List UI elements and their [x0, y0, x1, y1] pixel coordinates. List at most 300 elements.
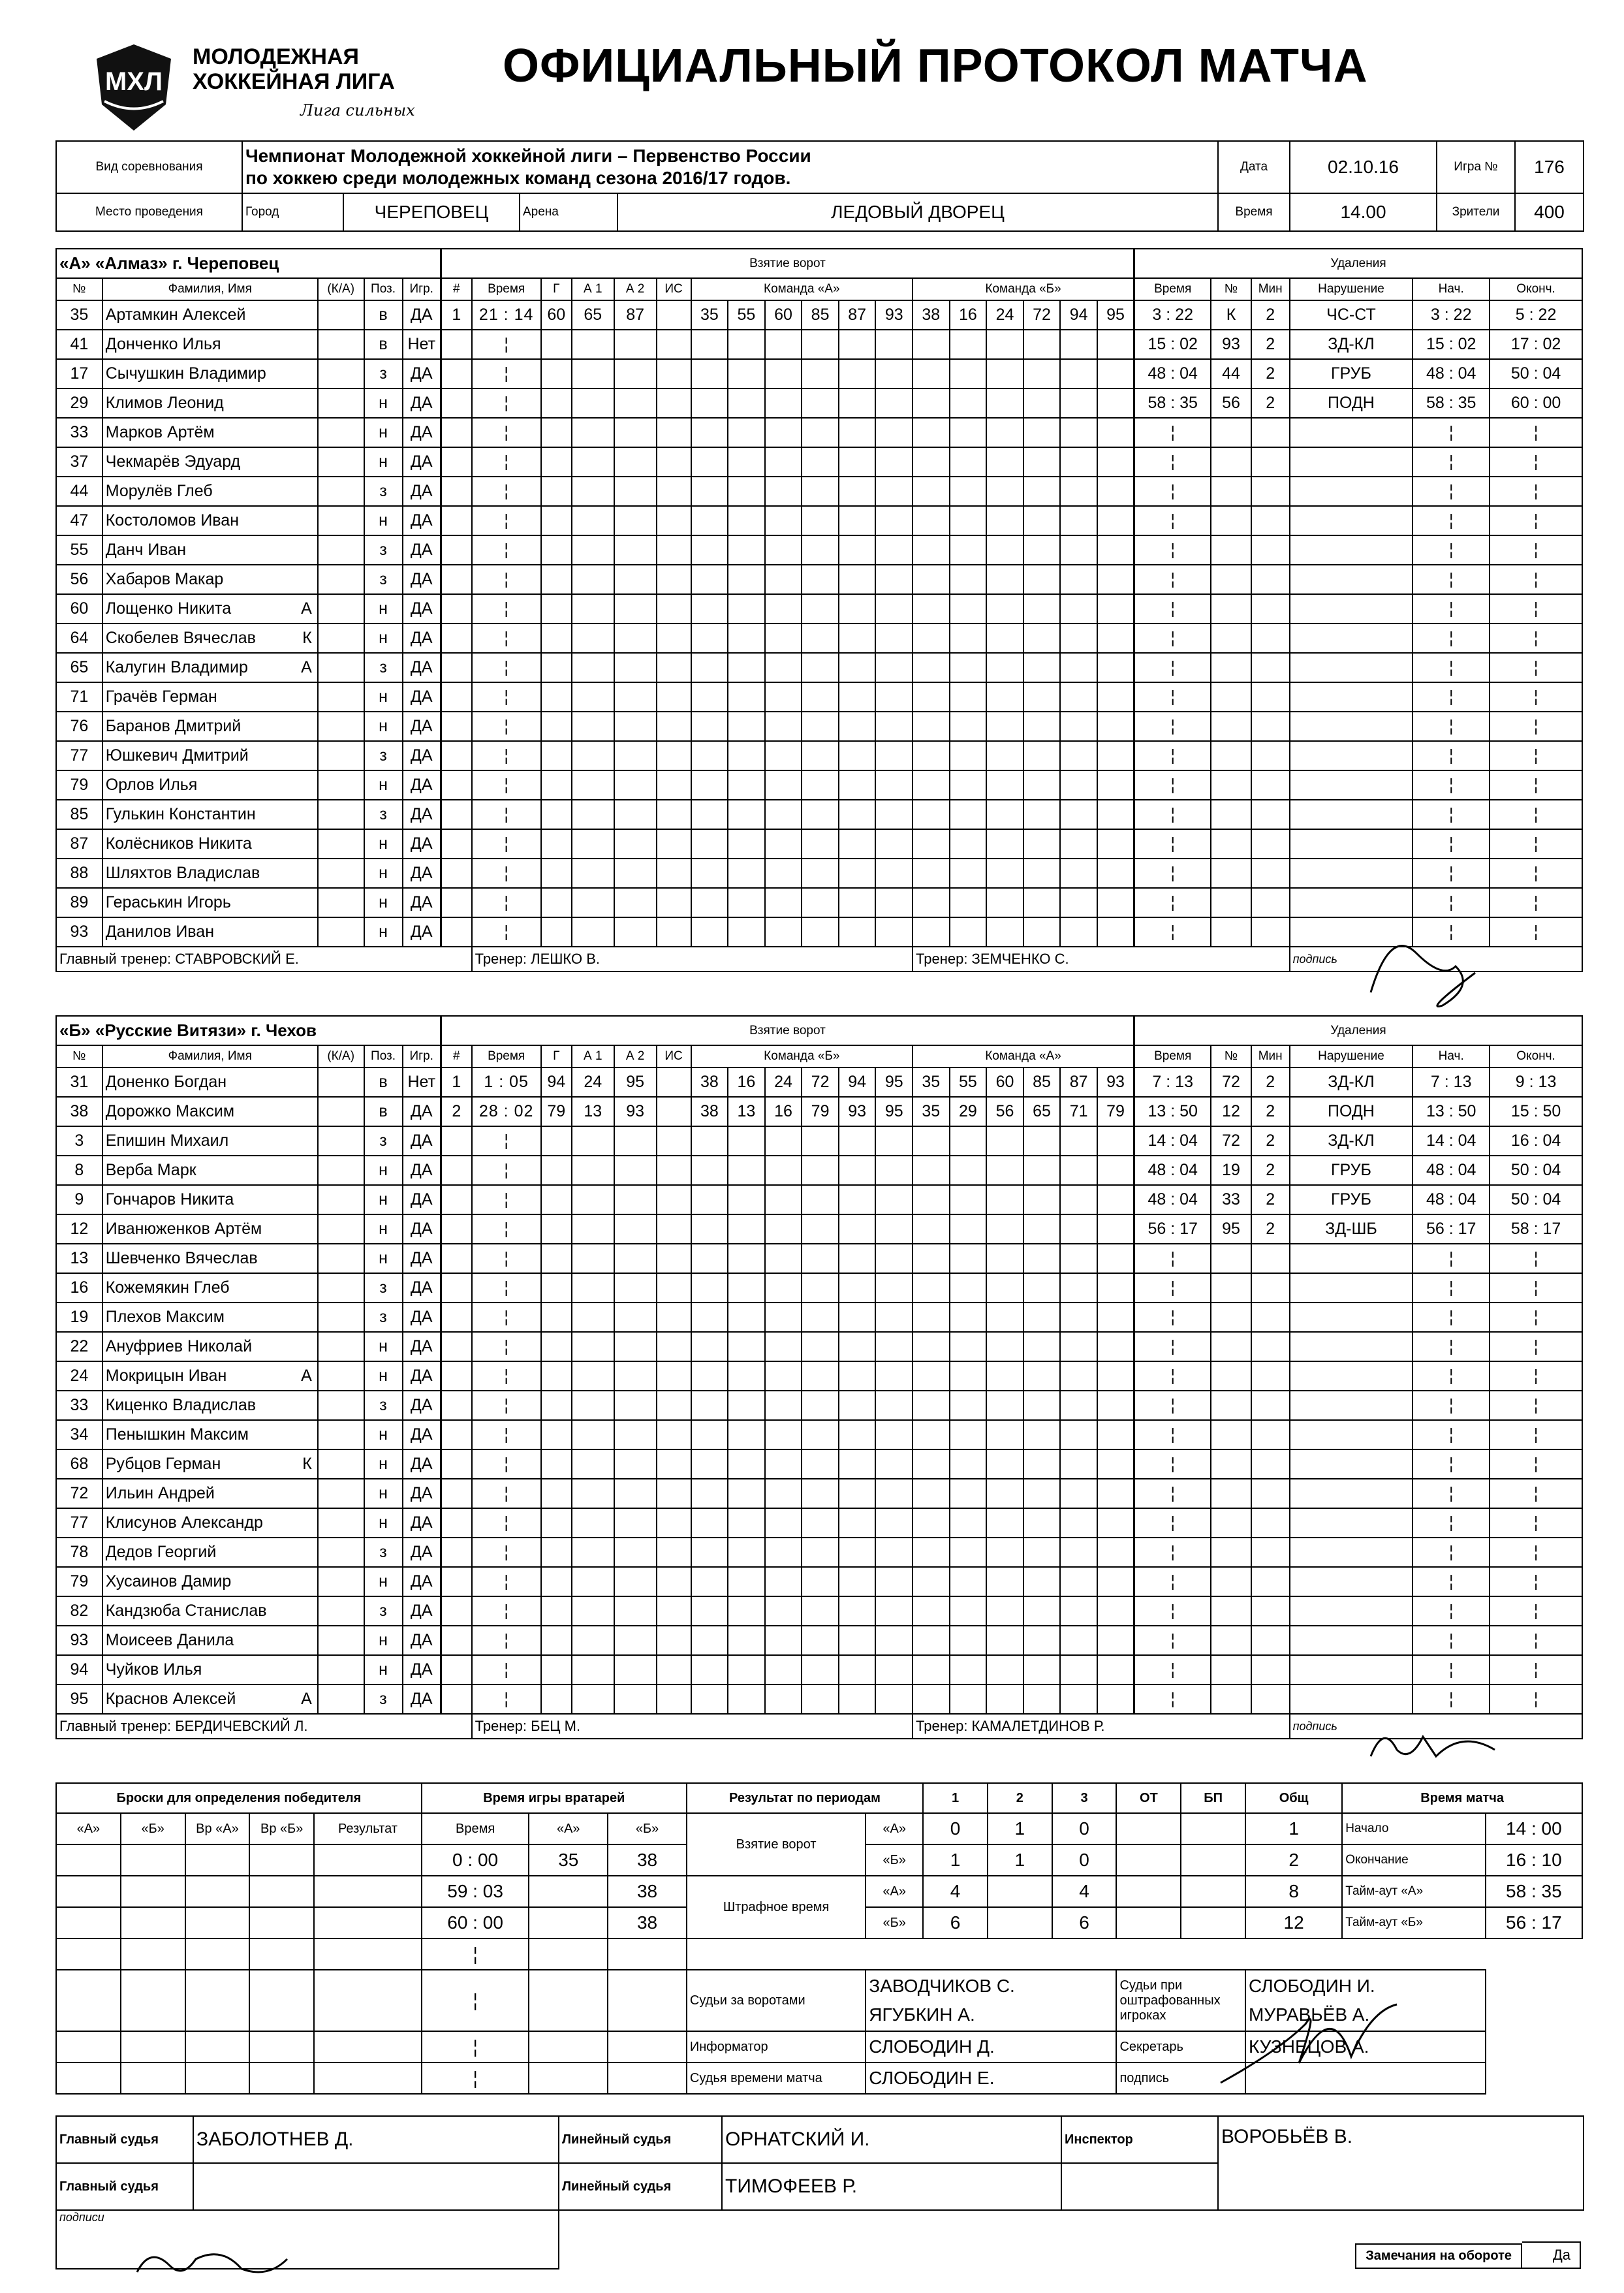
player-ka-blank	[318, 1626, 364, 1655]
goals-a-period-1: 1	[988, 1813, 1052, 1844]
player-played: ДА	[403, 1567, 441, 1596]
goal-blank	[950, 1244, 987, 1273]
goal-blank	[572, 1655, 614, 1684]
penalty-blank	[1290, 1567, 1413, 1596]
goalie-a	[529, 2063, 608, 2094]
col-goal-number: #	[441, 278, 471, 300]
goal-blank	[691, 418, 728, 447]
penalty-end-min: 60	[1510, 394, 1529, 412]
player-row	[56, 535, 1582, 565]
goal-blank	[913, 1538, 950, 1567]
goal-blank	[802, 1655, 839, 1684]
penalty-time: ¦	[1134, 1391, 1211, 1420]
penalty-time: ¦	[1134, 594, 1211, 624]
goal-blank	[572, 535, 614, 565]
player-number: 17	[56, 359, 102, 388]
goal-blank	[1060, 800, 1097, 829]
goal-blank	[950, 1684, 987, 1714]
penalty-start: 48 : 04	[1413, 1185, 1490, 1214]
periods-title: Результат по периодам	[687, 1783, 923, 1813]
goal-time: ¦	[472, 1567, 541, 1596]
goal-blank	[1060, 418, 1097, 447]
goal-number	[441, 682, 471, 712]
goal-blank	[541, 800, 572, 829]
goal-blank	[541, 1273, 572, 1303]
player-number: 94	[56, 1655, 102, 1684]
player-played: ДА	[403, 1097, 441, 1126]
goal-blank	[1023, 1391, 1061, 1420]
goal-blank	[802, 388, 839, 418]
goal-blank	[657, 1185, 691, 1214]
goal-blank	[765, 682, 802, 712]
match-time-value: 58 : 35	[1486, 1876, 1582, 1907]
goal-blank	[541, 682, 572, 712]
penalty-player: 33	[1211, 1185, 1251, 1214]
goal-blank	[875, 1596, 913, 1626]
penalty-start: ¦	[1413, 712, 1490, 741]
player-name: Гулькин Константин	[105, 805, 256, 823]
penalty-time: ¦	[1134, 800, 1211, 829]
mhl-logo-icon	[85, 39, 183, 137]
goal-blank	[950, 565, 987, 594]
player-position: з	[364, 1273, 403, 1303]
penalty-blank	[1251, 859, 1290, 888]
goal-blank	[839, 506, 876, 535]
goal-time: ¦	[472, 388, 541, 418]
penalty-blank	[1290, 1391, 1413, 1420]
goal-blank	[1060, 477, 1097, 506]
penalty-time-min: 3	[1152, 306, 1162, 324]
penalty-start-min: 58	[1426, 394, 1444, 412]
goal-blank	[913, 1655, 950, 1684]
player-row	[56, 770, 1582, 800]
col-situation: ИС	[657, 1045, 691, 1067]
goal-blank	[1060, 359, 1097, 388]
player-row	[56, 741, 1582, 770]
penalty-minutes: 2	[1251, 300, 1290, 330]
goal-blank	[691, 1538, 728, 1567]
col-pen-time: Время	[1134, 1045, 1211, 1067]
goal-blank	[614, 741, 657, 770]
player-name: Сычушкин Владимир	[105, 364, 266, 383]
goal-blank	[839, 1567, 876, 1596]
player-played: ДА	[403, 888, 441, 917]
goal-blank	[1023, 859, 1061, 888]
goal-blank	[541, 917, 572, 947]
goal-blank	[614, 829, 657, 859]
goal-blank	[614, 418, 657, 447]
player-name: Костоломов Иван	[105, 511, 239, 530]
player-position: з	[364, 565, 403, 594]
judge-label: Судья времени матча	[687, 2063, 866, 2094]
goal-blank	[765, 624, 802, 653]
player-row	[56, 1214, 1582, 1244]
player-name-cell	[102, 624, 318, 653]
penalty-blank	[1211, 1244, 1251, 1273]
goal-blank	[1060, 624, 1097, 653]
penalty-start-min: 48	[1426, 364, 1444, 383]
goal-blank	[1097, 888, 1134, 917]
match-time-m: 10	[1541, 1850, 1562, 1870]
penalty-blank	[1211, 1361, 1251, 1391]
goal-blank	[691, 1684, 728, 1714]
penalty-time: ¦	[1134, 1479, 1211, 1508]
col-position: Поз.	[364, 1045, 403, 1067]
col-played: Игр.	[403, 278, 441, 300]
goal-blank	[657, 829, 691, 859]
goal-blank	[572, 1185, 614, 1214]
linesman1-label: Линейный судья	[559, 2116, 722, 2163]
goal-time: ¦	[472, 477, 541, 506]
goal-blank	[875, 1420, 913, 1449]
goal-number: 1	[441, 300, 471, 330]
goal-blank	[950, 1420, 987, 1449]
penalty-start-min: 48	[1426, 1190, 1444, 1209]
player-ka-blank	[318, 1097, 364, 1126]
goalie-col-1: «А»	[529, 1813, 608, 1844]
shootout-col-3: Вр «Б»	[249, 1813, 314, 1844]
player-row	[56, 565, 1582, 594]
goal-blank	[1060, 1596, 1097, 1626]
player-row	[56, 477, 1582, 506]
penalty-end: ¦	[1490, 1332, 1582, 1361]
goal-blank	[1097, 653, 1134, 682]
goal-blank	[1023, 653, 1061, 682]
goal-blank	[572, 506, 614, 535]
goal-blank	[541, 1332, 572, 1361]
goal-blank	[691, 388, 728, 418]
goalie-b	[608, 2063, 687, 2094]
match-time-m: 17	[1541, 1912, 1562, 1933]
penalty-blank	[1251, 565, 1290, 594]
goal-blank	[839, 447, 876, 477]
period-value	[1181, 1907, 1245, 1938]
goal-blank	[986, 1567, 1023, 1596]
goal-blank	[986, 1596, 1023, 1626]
notes-label: Замечания на обороте	[1355, 2243, 1522, 2269]
player-ka-blank	[318, 359, 364, 388]
goal-blank	[1023, 1185, 1061, 1214]
goal-blank	[950, 1508, 987, 1538]
goal-number	[441, 1655, 471, 1684]
goal-blank	[765, 1391, 802, 1420]
penalty-blank	[1290, 594, 1413, 624]
goal-number	[441, 535, 471, 565]
player-played: ДА	[403, 1361, 441, 1391]
penalty-time: ¦	[1134, 565, 1211, 594]
player-row	[56, 682, 1582, 712]
goal-blank	[913, 917, 950, 947]
penalty-blank	[1290, 653, 1413, 682]
player-played: ДА	[403, 1626, 441, 1655]
goal-blank	[691, 1361, 728, 1391]
shootout-cell	[249, 1907, 314, 1938]
penalty-time-sec: 17	[1179, 1220, 1198, 1238]
goal-blank	[728, 1244, 765, 1273]
goal-blank	[913, 388, 950, 418]
goal-blank	[1097, 388, 1134, 418]
goal-number	[441, 1449, 471, 1479]
goals-a-period-3	[1116, 1813, 1181, 1844]
col-assist2: А 2	[614, 278, 657, 300]
player-name: Доненко Богдан	[105, 1073, 227, 1091]
goal-time: 28 : 02	[472, 1097, 541, 1126]
penalty-time: ¦	[1134, 1361, 1211, 1391]
penalty-end: ¦	[1490, 447, 1582, 477]
goal-time-min: 28	[478, 1102, 499, 1120]
goal-blank	[657, 741, 691, 770]
player-row	[56, 712, 1582, 741]
goal-blank	[1023, 1626, 1061, 1655]
goal-blank	[875, 1538, 913, 1567]
goal-blank	[950, 418, 987, 447]
goal-time-min: 21	[478, 306, 499, 324]
player-row	[56, 1067, 1582, 1097]
col-violation: Нарушение	[1290, 278, 1413, 300]
penalty-start-min: 15	[1426, 335, 1444, 353]
player-number: 77	[56, 1508, 102, 1538]
goal-blank	[1097, 859, 1134, 888]
goal-blank	[691, 1449, 728, 1479]
col-violation: Нарушение	[1290, 1045, 1413, 1067]
goal-time: ¦	[472, 330, 541, 359]
penalty-start-sec: 35	[1458, 394, 1476, 412]
goal-blank	[1097, 1596, 1134, 1626]
goal-blank	[875, 1626, 913, 1655]
goal-blank	[657, 418, 691, 447]
penalty-blank	[1251, 624, 1290, 653]
goal-blank	[657, 1655, 691, 1684]
goal-blank	[839, 829, 876, 859]
goal-number	[441, 594, 471, 624]
goal-blank	[541, 359, 572, 388]
referee1-value: ЗАБОЛОТНЕВ Д.	[193, 2116, 559, 2163]
goal-blank	[1060, 712, 1097, 741]
goal-blank	[614, 1303, 657, 1332]
goal-number	[441, 1391, 471, 1420]
inspector-blank	[1061, 2163, 1218, 2210]
goal-blank	[950, 1479, 987, 1508]
goal-blank	[691, 1185, 728, 1214]
start-min: 00	[1541, 1818, 1562, 1839]
player-name-cell	[102, 741, 318, 770]
goal-blank	[839, 1684, 876, 1714]
goal-blank	[541, 1156, 572, 1185]
player-number: 33	[56, 418, 102, 447]
goal-blank	[541, 565, 572, 594]
goal-blank	[541, 594, 572, 624]
player-name: Верба Марк	[105, 1161, 196, 1179]
player-played: ДА	[403, 1420, 441, 1449]
period-value	[1116, 1844, 1181, 1876]
penalty-end-sec: 02	[1542, 335, 1561, 353]
goal-blank	[1023, 712, 1061, 741]
penalty-time: ¦	[1134, 1244, 1211, 1273]
shootout-cell	[249, 1844, 314, 1876]
goal-blank	[572, 1567, 614, 1596]
player-ka-blank	[318, 565, 364, 594]
goal-blank	[913, 1273, 950, 1303]
goal-blank	[614, 682, 657, 712]
match-info-table	[55, 140, 1584, 232]
player-name: Морулёв Глеб	[105, 482, 213, 500]
goal-blank	[875, 1391, 913, 1420]
goal-blank	[765, 594, 802, 624]
goal-blank	[986, 653, 1023, 682]
goal-blank	[1060, 594, 1097, 624]
goal-blank	[1060, 1449, 1097, 1479]
penalty-minutes: 2	[1251, 1126, 1290, 1156]
penalty-start: ¦	[1413, 859, 1490, 888]
goal-blank	[950, 1214, 987, 1244]
player-ka: А	[301, 1690, 312, 1708]
penalty-start-sec: 13	[1453, 1073, 1472, 1091]
penalty-time-sec: 04	[1179, 1161, 1198, 1179]
penalty-end: ¦	[1490, 1684, 1582, 1714]
goal-blank	[728, 682, 765, 712]
judge-label: Информатор	[687, 2031, 866, 2063]
goal-blank	[614, 624, 657, 653]
goal-blank	[765, 1508, 802, 1538]
player-position: з	[364, 477, 403, 506]
penalty-minutes: 2	[1251, 359, 1290, 388]
goal-blank	[1097, 1508, 1134, 1538]
penalty-player: 44	[1211, 359, 1251, 388]
goal-blank	[614, 1332, 657, 1361]
shootout-title: Броски для определения победителя	[56, 1783, 422, 1813]
goal-blank	[541, 1508, 572, 1538]
goal-blank	[765, 1626, 802, 1655]
player-position: н	[364, 1655, 403, 1684]
goal-time: ¦	[472, 594, 541, 624]
player-ka-blank	[318, 800, 364, 829]
penalty-end: ¦	[1490, 1567, 1582, 1596]
goal-blank	[657, 1214, 691, 1244]
goal-blank	[541, 447, 572, 477]
goal-blank	[1060, 1420, 1097, 1449]
goal-blank	[728, 1596, 765, 1626]
goal-blank	[1023, 1214, 1061, 1244]
penalty-minutes: 2	[1251, 1097, 1290, 1126]
penalty-blank	[1290, 1244, 1413, 1273]
on-ice-own-player: 38	[691, 1067, 728, 1097]
player-ka: А	[301, 1367, 312, 1385]
goal-time: ¦	[472, 1126, 541, 1156]
penalty-start: 13 : 50	[1413, 1097, 1490, 1126]
goal-blank	[541, 330, 572, 359]
penalty-blank	[1251, 1361, 1290, 1391]
player-name-cell	[102, 859, 318, 888]
player-name: Скобелев Вячеслав	[105, 629, 256, 647]
period-value: 4	[923, 1876, 988, 1907]
match-time-h: 58	[1506, 1881, 1527, 1901]
goal-blank	[1023, 682, 1061, 712]
penalty-end: ¦	[1490, 535, 1582, 565]
goal-number	[441, 1303, 471, 1332]
goal-blank	[839, 1626, 876, 1655]
goal-blank	[986, 447, 1023, 477]
goal-blank	[691, 1420, 728, 1449]
on-ice-own-player: 60	[765, 300, 802, 330]
penalty-end: 58 : 17	[1490, 1214, 1582, 1244]
penalty-blank	[1211, 653, 1251, 682]
player-position: н	[364, 859, 403, 888]
player-position: в	[364, 330, 403, 359]
goal-blank	[572, 800, 614, 829]
goal-blank	[572, 1538, 614, 1567]
player-name-cell	[102, 477, 318, 506]
penalty-start: ¦	[1413, 447, 1490, 477]
penalty-blank	[1290, 1449, 1413, 1479]
penalty-blank	[1251, 888, 1290, 917]
player-row	[56, 653, 1582, 682]
goal-blank	[1060, 1273, 1097, 1303]
penalty-end: ¦	[1490, 1303, 1582, 1332]
period-value: 12	[1245, 1907, 1342, 1938]
player-name-cell	[102, 1684, 318, 1714]
goalie-time: 60 : 00	[422, 1907, 529, 1938]
goal-blank	[614, 1684, 657, 1714]
goal-blank	[1060, 1391, 1097, 1420]
penalty-start: 3 : 22	[1413, 300, 1490, 330]
goal-blank	[1023, 1126, 1061, 1156]
penalty-start-sec: 17	[1458, 1220, 1476, 1238]
venue-label: Место проведения	[56, 193, 242, 231]
penalty-start: ¦	[1413, 770, 1490, 800]
player-position: н	[364, 1508, 403, 1538]
player-played: Нет	[403, 1067, 441, 1097]
goal-a2: 87	[614, 300, 657, 330]
goal-blank	[986, 1479, 1023, 1508]
penalty-time: ¦	[1134, 1332, 1211, 1361]
goal-blank	[728, 330, 765, 359]
goal-blank	[572, 624, 614, 653]
goal-blank	[802, 565, 839, 594]
goal-blank	[657, 888, 691, 917]
goal-blank	[875, 1449, 913, 1479]
player-position: з	[364, 653, 403, 682]
goal-blank	[1097, 1538, 1134, 1567]
goal-blank	[839, 1156, 876, 1185]
goal-blank	[765, 506, 802, 535]
goal-blank	[986, 477, 1023, 506]
shootout-cell	[121, 1970, 185, 2031]
on-ice-opp-player: 94	[1060, 300, 1097, 330]
penalty-start: ¦	[1413, 1538, 1490, 1567]
shootout-cell	[314, 1876, 422, 1907]
goal-blank	[875, 1508, 913, 1538]
penalty-time-sec: 50	[1179, 1102, 1198, 1120]
goal-blank	[541, 1596, 572, 1626]
coach-2: Тренер: КАМАЛЕТДИНОВ Р.	[913, 1714, 1290, 1739]
penalty-end-sec: 00	[1542, 394, 1561, 412]
penalty-start: 14 : 04	[1413, 1126, 1490, 1156]
goal-blank	[541, 1479, 572, 1508]
penalty-end: ¦	[1490, 859, 1582, 888]
penalty-blank	[1251, 1508, 1290, 1538]
penalty-player: 12	[1211, 1097, 1251, 1126]
penalty-start: ¦	[1413, 1655, 1490, 1684]
goal-blank	[541, 418, 572, 447]
goal-blank	[1023, 1655, 1061, 1684]
player-ka-blank	[318, 1244, 364, 1273]
player-row	[56, 447, 1582, 477]
goal-time: ¦	[472, 1303, 541, 1332]
player-name-cell	[102, 1508, 318, 1538]
player-name: Моисеев Данила	[105, 1631, 234, 1649]
penalty-end: ¦	[1490, 418, 1582, 447]
penalty-end: ¦	[1490, 1361, 1582, 1391]
